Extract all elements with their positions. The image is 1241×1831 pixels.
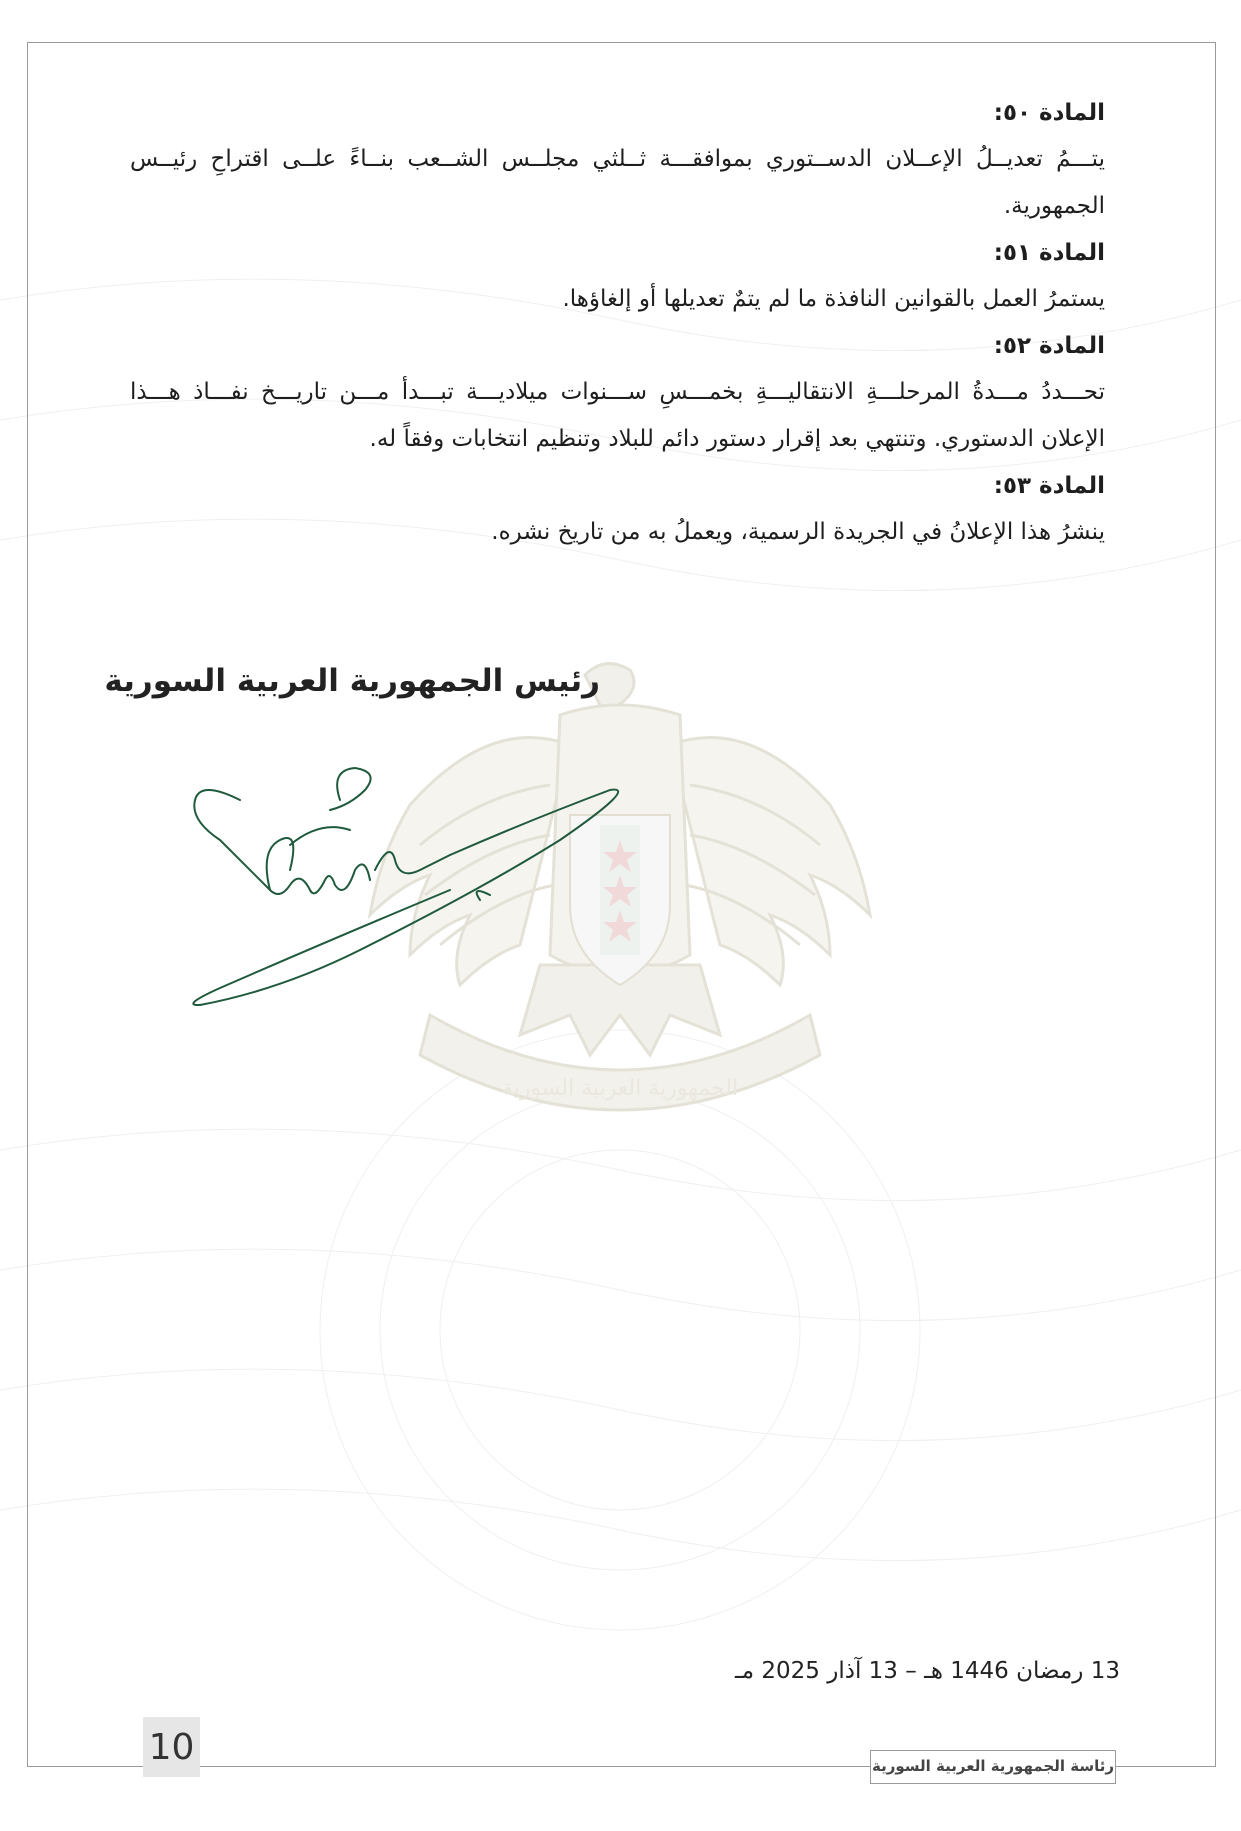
article-51-text: يستمرُ العمل بالقوانين النافذة ما لم يتمٌ تعديلها أو إلغاؤها. <box>562 286 1105 312</box>
article-51-heading: المادة ٥١: <box>993 240 1105 266</box>
article-50-text: يتـــمُ تعديــلُ الإعــلان الدســتوري بموافقـــة ثــلثي مجلــس الشــعب بنــاءً علــى اقتراحِ رئيــس الجمهورية. <box>130 146 1105 219</box>
article-50-heading: المادة ٥٠: <box>993 100 1105 126</box>
signatory-title: رئيس الجمهورية العربية السورية <box>104 663 600 699</box>
article-52-text: تحـــددُ مـــدةُ المرحلـــةِ الانتقاليـــةِ بخمـــسِ ســـنوات ميلاديـــة تبـــدأ مـــن تاريـــخ نفـــاذ هـــذا الإعلان الدستوري. وتنتهي بعد إقرار دستور دائم للبلاد وتنظيم انتخابات وفقاً له. <box>130 379 1105 452</box>
article-53-text: ينشرُ هذا الإعلانُ في الجريدة الرسمية، ويعملُ به من تاريخ نشره. <box>491 519 1105 545</box>
page-number: 10 <box>143 1717 200 1777</box>
emblem-ribbon-text: الجمهورية العربية السورية <box>501 1076 739 1101</box>
footer-label: رئاسة الجمهورية العربية السورية <box>870 1750 1116 1784</box>
article-53-heading: المادة ٥٣: <box>993 473 1105 499</box>
handwritten-signature <box>180 760 660 1020</box>
article-52-heading: المادة ٥٢: <box>993 333 1105 359</box>
articles-section <box>130 90 1105 556</box>
document-date: 13 رمضان 1446 هـ – 13 آذار 2025 مـ <box>734 1658 1120 1684</box>
